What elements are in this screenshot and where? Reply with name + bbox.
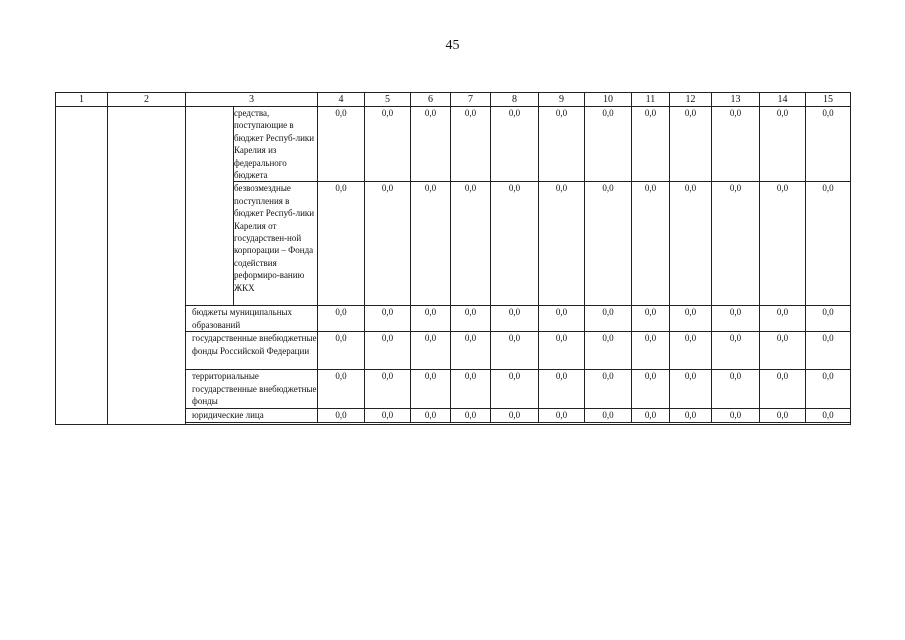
- column-header-6: 6: [411, 93, 451, 107]
- value-cell: 0,0: [539, 107, 585, 182]
- value-cell: 0,0: [318, 370, 365, 408]
- column-header-9: 9: [539, 93, 585, 107]
- value-cell: 0,0: [585, 332, 632, 370]
- value-cell: 0,0: [760, 370, 806, 408]
- value-cell: 0,0: [451, 306, 491, 332]
- column-header-15: 15: [806, 93, 851, 107]
- value-cell: 0,0: [760, 408, 806, 422]
- table-row: [56, 107, 851, 182]
- value-cell: 0,0: [411, 408, 451, 422]
- value-cell: 0,0: [712, 332, 760, 370]
- row-label: юридические лица: [186, 408, 318, 422]
- row-label: средства, поступающие в бюджет Респуб-лики Карелия из федерального бюджета: [234, 107, 318, 182]
- value-cell: 0,0: [318, 332, 365, 370]
- page-number: 45: [445, 38, 460, 53]
- indent-cell: [186, 107, 234, 306]
- value-cell: 0,0: [712, 182, 760, 306]
- value-cell: 0,0: [411, 370, 451, 408]
- value-cell: 0,0: [491, 306, 539, 332]
- value-cell: 0,0: [491, 408, 539, 422]
- value-cell: 0,0: [365, 306, 411, 332]
- value-cell: 0,0: [365, 332, 411, 370]
- value-cell: 0,0: [411, 107, 451, 182]
- value-cell: 0,0: [632, 107, 670, 182]
- value-cell: 0,0: [670, 306, 712, 332]
- value-cell: 0,0: [539, 370, 585, 408]
- value-cell: 0,0: [760, 332, 806, 370]
- value-cell: 0,0: [491, 107, 539, 182]
- row-label: территориальные государственные внебюджетные фонды: [186, 370, 318, 408]
- bottom-spacer-cell: [186, 422, 851, 424]
- column-header-10: 10: [585, 93, 632, 107]
- value-cell: 0,0: [451, 182, 491, 306]
- value-cell: 0,0: [712, 408, 760, 422]
- value-cell: 0,0: [539, 332, 585, 370]
- value-cell: 0,0: [806, 370, 851, 408]
- value-cell: 0,0: [585, 182, 632, 306]
- value-cell: 0,0: [632, 408, 670, 422]
- value-cell: 0,0: [318, 182, 365, 306]
- value-cell: 0,0: [670, 182, 712, 306]
- value-cell: 0,0: [760, 182, 806, 306]
- column-header-14: 14: [760, 93, 806, 107]
- value-cell: 0,0: [411, 332, 451, 370]
- value-cell: 0,0: [670, 107, 712, 182]
- column-header-7: 7: [451, 93, 491, 107]
- value-cell: 0,0: [318, 306, 365, 332]
- column-header-12: 12: [670, 93, 712, 107]
- value-cell: 0,0: [760, 107, 806, 182]
- value-cell: 0,0: [491, 332, 539, 370]
- value-cell: 0,0: [806, 306, 851, 332]
- value-cell: 0,0: [806, 408, 851, 422]
- value-cell: 0,0: [712, 370, 760, 408]
- value-cell: 0,0: [806, 332, 851, 370]
- value-cell: 0,0: [365, 182, 411, 306]
- value-cell: 0,0: [806, 182, 851, 306]
- column-header-3: 3: [186, 93, 318, 107]
- value-cell: 0,0: [411, 306, 451, 332]
- column-header-1: 1: [56, 93, 108, 107]
- value-cell: 0,0: [632, 306, 670, 332]
- value-cell: 0,0: [451, 107, 491, 182]
- value-cell: 0,0: [539, 408, 585, 422]
- value-cell: 0,0: [632, 370, 670, 408]
- column-header-8: 8: [491, 93, 539, 107]
- value-cell: 0,0: [318, 107, 365, 182]
- value-cell: 0,0: [539, 306, 585, 332]
- column-1-cell: [56, 107, 108, 425]
- value-cell: 0,0: [539, 182, 585, 306]
- value-cell: 0,0: [670, 370, 712, 408]
- row-label: государственные внебюджетные фонды Российской Федерации: [186, 332, 318, 370]
- value-cell: 0,0: [318, 408, 365, 422]
- row-label: бюджеты муниципальных образований: [186, 306, 318, 332]
- value-cell: 0,0: [451, 370, 491, 408]
- value-cell: 0,0: [411, 182, 451, 306]
- column-header-4: 4: [318, 93, 365, 107]
- value-cell: 0,0: [491, 370, 539, 408]
- value-cell: 0,0: [585, 408, 632, 422]
- value-cell: 0,0: [712, 306, 760, 332]
- value-cell: 0,0: [365, 370, 411, 408]
- value-cell: 0,0: [365, 408, 411, 422]
- value-cell: 0,0: [712, 107, 760, 182]
- header-row: [56, 93, 851, 107]
- value-cell: 0,0: [670, 408, 712, 422]
- value-cell: 0,0: [670, 332, 712, 370]
- value-cell: 0,0: [585, 306, 632, 332]
- value-cell: 0,0: [491, 182, 539, 306]
- column-header-5: 5: [365, 93, 411, 107]
- value-cell: 0,0: [365, 107, 411, 182]
- column-header-11: 11: [632, 93, 670, 107]
- value-cell: 0,0: [451, 408, 491, 422]
- budget-table: [55, 92, 851, 425]
- value-cell: 0,0: [760, 306, 806, 332]
- column-header-13: 13: [712, 93, 760, 107]
- value-cell: 0,0: [585, 370, 632, 408]
- column-2-cell: [108, 107, 186, 425]
- row-label: безвозмездные поступления в бюджет Респуб-лики Карелия от государствен-ной корпорации – Фонда содействия реформиро-ванию ЖКХ: [234, 182, 318, 306]
- value-cell: 0,0: [585, 107, 632, 182]
- value-cell: 0,0: [451, 332, 491, 370]
- value-cell: 0,0: [632, 182, 670, 306]
- column-header-2: 2: [108, 93, 186, 107]
- value-cell: 0,0: [632, 332, 670, 370]
- value-cell: 0,0: [806, 107, 851, 182]
